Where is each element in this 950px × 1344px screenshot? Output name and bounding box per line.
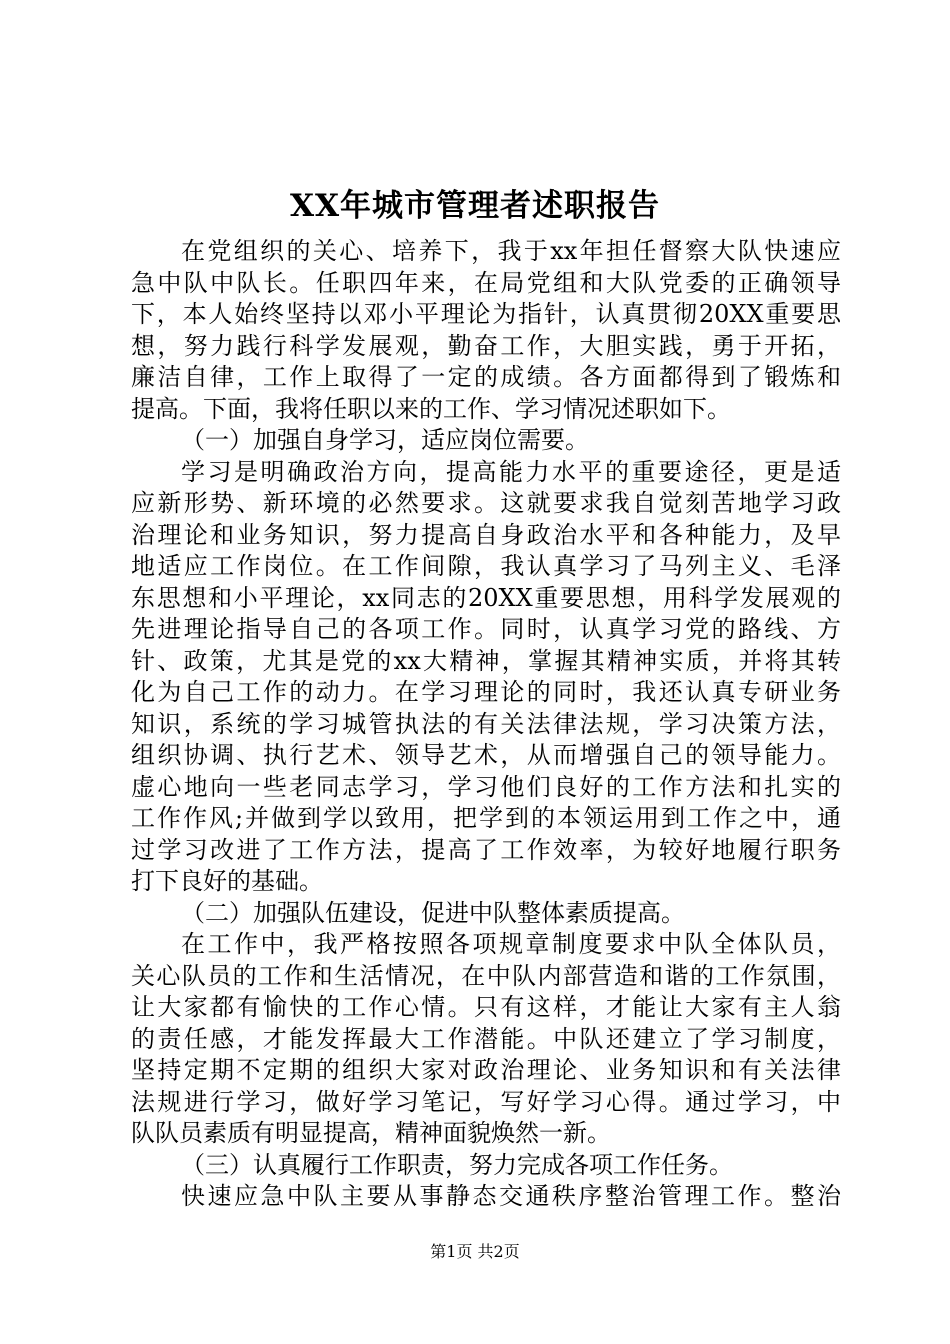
paragraph-line: 过学习改进了工作方法，提高了工作效率，为较好地履行职务 (131, 835, 841, 864)
paragraph-line: 让大家都有愉快的工作心情。只有这样，才能让大家有主人翁 (131, 993, 841, 1021)
paragraph-line: 应新形势、新环境的必然要求。这就要求我自觉刻苦地学习政 (131, 489, 841, 517)
paragraph-line: 的责任感，才能发挥最大工作潜能。中队还建立了学习制度， (131, 1024, 841, 1053)
paragraph-line: 组织协调、执行艺术、领导艺术，从而增强自己的领导能力。 (131, 741, 841, 769)
paragraph-line: 想，努力践行科学发展观，勤奋工作，大胆实践，勇于开拓， (131, 331, 841, 360)
paragraph-line: 化为自己工作的动力。在学习理论的同时，我还认真专研业务 (131, 678, 841, 706)
paragraph-line: 下，本人始终坚持以邓小平理论为指针，认真贯彻20XX重要思 (131, 300, 841, 328)
section-heading: （一）加强自身学习，适应岗位需要。 (181, 426, 589, 454)
paragraph-line: 东思想和小平理论，xx同志的20XX重要思想，用科学发展观的 (131, 583, 841, 612)
paragraph-line: 关心队员的工作和生活情况，在中队内部营造和谐的工作氛围， (131, 961, 841, 990)
paragraph-line: 工作作风;并做到学以致用，把学到的本领运用到工作之中，通 (131, 804, 841, 832)
document-body (131, 236, 841, 1213)
paragraph-line: 提高。下面，我将任职以来的工作、学习情况述职如下。 (131, 394, 731, 423)
paragraph-line: 先进理论指导自己的各项工作。同时，认真学习党的路线、方 (131, 615, 841, 643)
paragraph-line: 虚心地向一些老同志学习，学习他们良好的工作方法和扎实的 (131, 772, 841, 801)
paragraph-line: 打下良好的基础。 (131, 867, 323, 895)
paragraph-line: 学习是明确政治方向，提高能力水平的重要途径，更是适 (181, 457, 841, 486)
paragraph-line: 坚持定期不定期的组织大家对政治理论、业务知识和有关法律 (131, 1056, 841, 1084)
document-title: XX年城市管理者述职报告 (289, 188, 661, 224)
paragraph-line: 法规进行学习，做好学习笔记，写好学习心得。通过学习，中 (131, 1087, 841, 1116)
paragraph-line: 廉洁自律，工作上取得了一定的成绩。各方面都得到了锻炼和 (131, 363, 841, 391)
paragraph-line: 治理论和业务知识，努力提高自身政治水平和各种能力，及早 (131, 520, 841, 549)
paragraph-line: 针、政策，尤其是党的xx大精神，掌握其精神实质，并将其转 (131, 646, 841, 675)
section-heading: （三）认真履行工作职责，努力完成各项工作任务。 (181, 1150, 733, 1179)
section-heading: （二）加强队伍建设，促进中队整体素质提高。 (181, 898, 685, 927)
paragraph-line: 在工作中，我严格按照各项规章制度要求中队全体队员， (181, 930, 841, 958)
paragraph-line: 知识，系统的学习城管执法的有关法律法规，学习决策方法， (131, 709, 841, 738)
paragraph-line: 在党组织的关心、培养下，我于xx年担任督察大队快速应 (181, 237, 841, 265)
paragraph-line: 队队员素质有明显提高，精神面貌焕然一新。 (131, 1119, 611, 1147)
paragraph-line: 地适应工作岗位。在工作间隙，我认真学习了马列主义、毛泽 (131, 552, 841, 580)
paragraph-line: 快速应急中队主要从事静态交通秩序整治管理工作。整治 (181, 1182, 841, 1210)
page-number-footer: 第1页 共2页 (430, 1242, 520, 1261)
paragraph-line: 急中队中队长。任职四年来，在局党组和大队党委的正确领导 (131, 268, 841, 297)
